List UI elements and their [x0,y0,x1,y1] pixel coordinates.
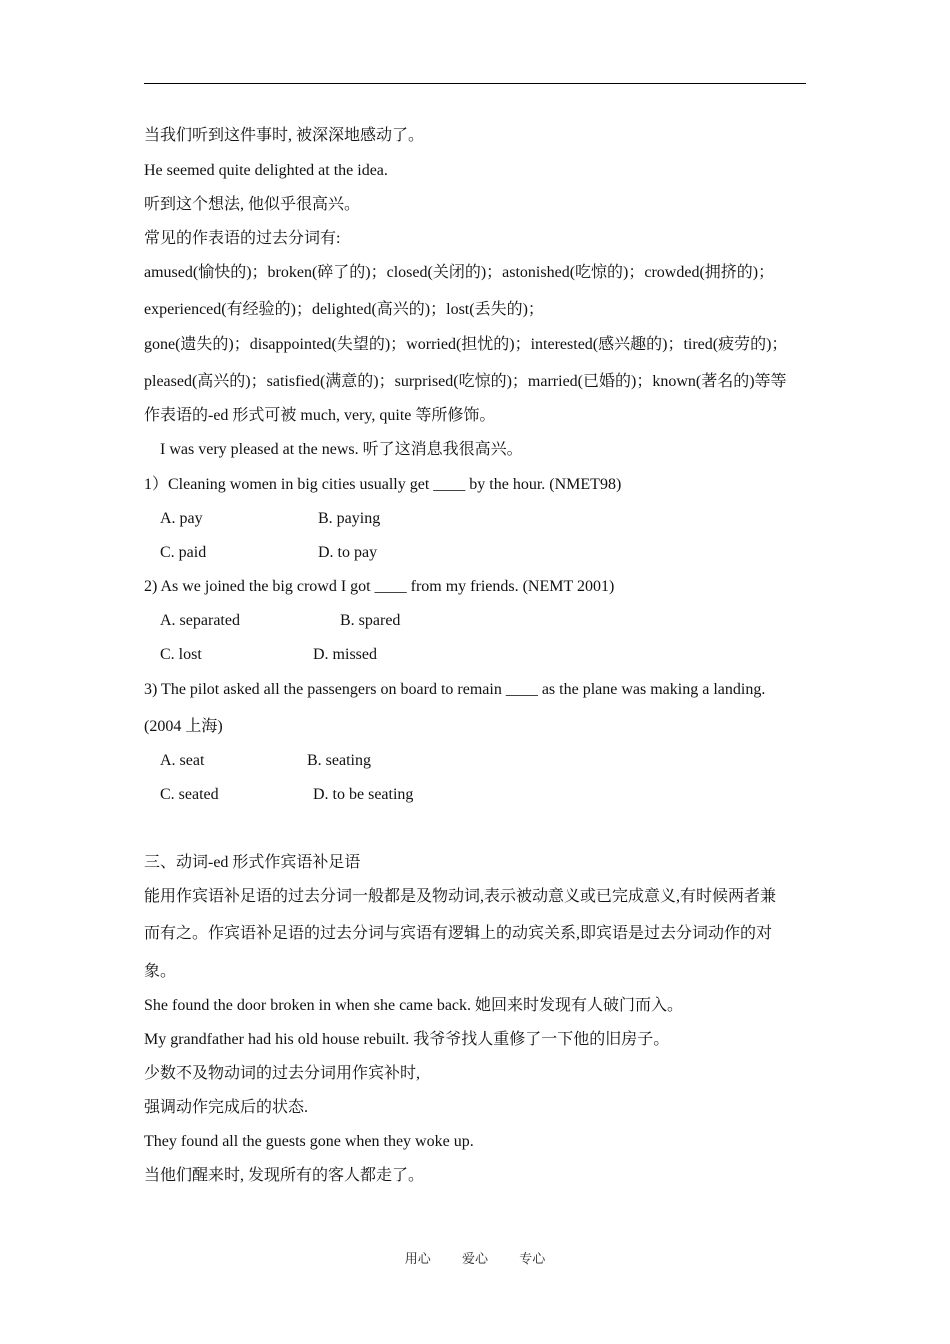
q2-option-d: D. missed [313,646,377,663]
text-line: 听到这个想法, 他似乎很高兴。 [144,196,361,213]
example-sentence: My grandfather had his old house rebuilt. 我爷爷找人重修了一下他的旧房子。 [144,1031,670,1048]
footer-word: 用心 [404,1251,431,1266]
footer-word: 专心 [519,1251,546,1266]
text-line: amused(愉快的)；broken(碎了的)；closed(关闭的)；astonished(吃惊的)；crowded(拥挤的)； [144,264,775,281]
text-line: He seemed quite delighted at the idea. [144,162,388,179]
q1-option-b: B. paying [318,510,381,527]
question-3-stem: 3) The pilot asked all the passengers on board to remain ____ as the plane was making a landing. [144,681,766,698]
q1-option-c: C. paid [160,544,207,561]
q2-option-b: B. spared [340,612,401,629]
note-line: 少数不及物动词的过去分词用作宾补时, [144,1065,421,1082]
example-sentence: They found all the guests gone when they woke up. [144,1133,474,1150]
q3-option-c: C. seated [160,786,219,803]
text-line: 常见的作表语的过去分词有: [144,230,341,247]
q2-option-c: C. lost [160,646,202,663]
footer-word: 爱心 [461,1251,488,1266]
text-line: experienced(有经验的)；delighted(高兴的)；lost(丢失的)； [144,301,544,318]
q3-option-a: A. seat [160,752,205,769]
example-sentence: I was very pleased at the news. 听了这消息我很高兴。 [160,441,523,458]
example-translation: 当他们醒来时, 发现所有的客人都走了。 [144,1167,425,1184]
text-line: 当我们听到这件事时, 被深深地感动了。 [144,127,425,144]
text-line: gone(遗失的)；disappointed(失望的)；worried(担忧的)；interested(感兴趣的)；tired(疲劳的)； [144,336,788,353]
question-1-stem: 1）Cleaning women in big cities usually get ____ by the hour. (NMET98) [144,476,622,493]
paragraph-line: 而有之。作宾语补足语的过去分词与宾语有逻辑上的动宾关系,即宾语是过去分词动作的对 [144,925,773,942]
text-line: pleased(高兴的)；satisfied(满意的)；surprised(吃惊的)；married(已婚的)；known(著名的)等等 [144,373,787,390]
text-line: 作表语的-ed 形式可被 much, very, quite 等所修饰。 [144,407,496,424]
page-footer [0,1248,950,1267]
example-sentence: She found the door broken in when she came back. 她回来时发现有人破门而入。 [144,997,684,1014]
paragraph-line: 能用作宾语补足语的过去分词一般都是及物动词,表示被动意义或已完成意义,有时候两者兼 [144,888,777,905]
header-rule [144,83,806,84]
question-3-source: (2004 上海) [144,718,223,735]
q1-option-d: D. to pay [318,544,378,561]
paragraph-line: 象。 [144,963,177,980]
section-heading: 三、动词-ed 形式作宾语补足语 [144,854,361,871]
q2-option-a: A. separated [160,612,240,629]
q3-option-b: B. seating [307,752,371,769]
q3-option-d: D. to be seating [313,786,414,803]
q1-option-a: A. pay [160,510,203,527]
question-2-stem: 2) As we joined the big crowd I got ____ from my friends. (NEMT 2001) [144,578,615,595]
note-line: 强调动作完成后的状态. [144,1099,309,1116]
